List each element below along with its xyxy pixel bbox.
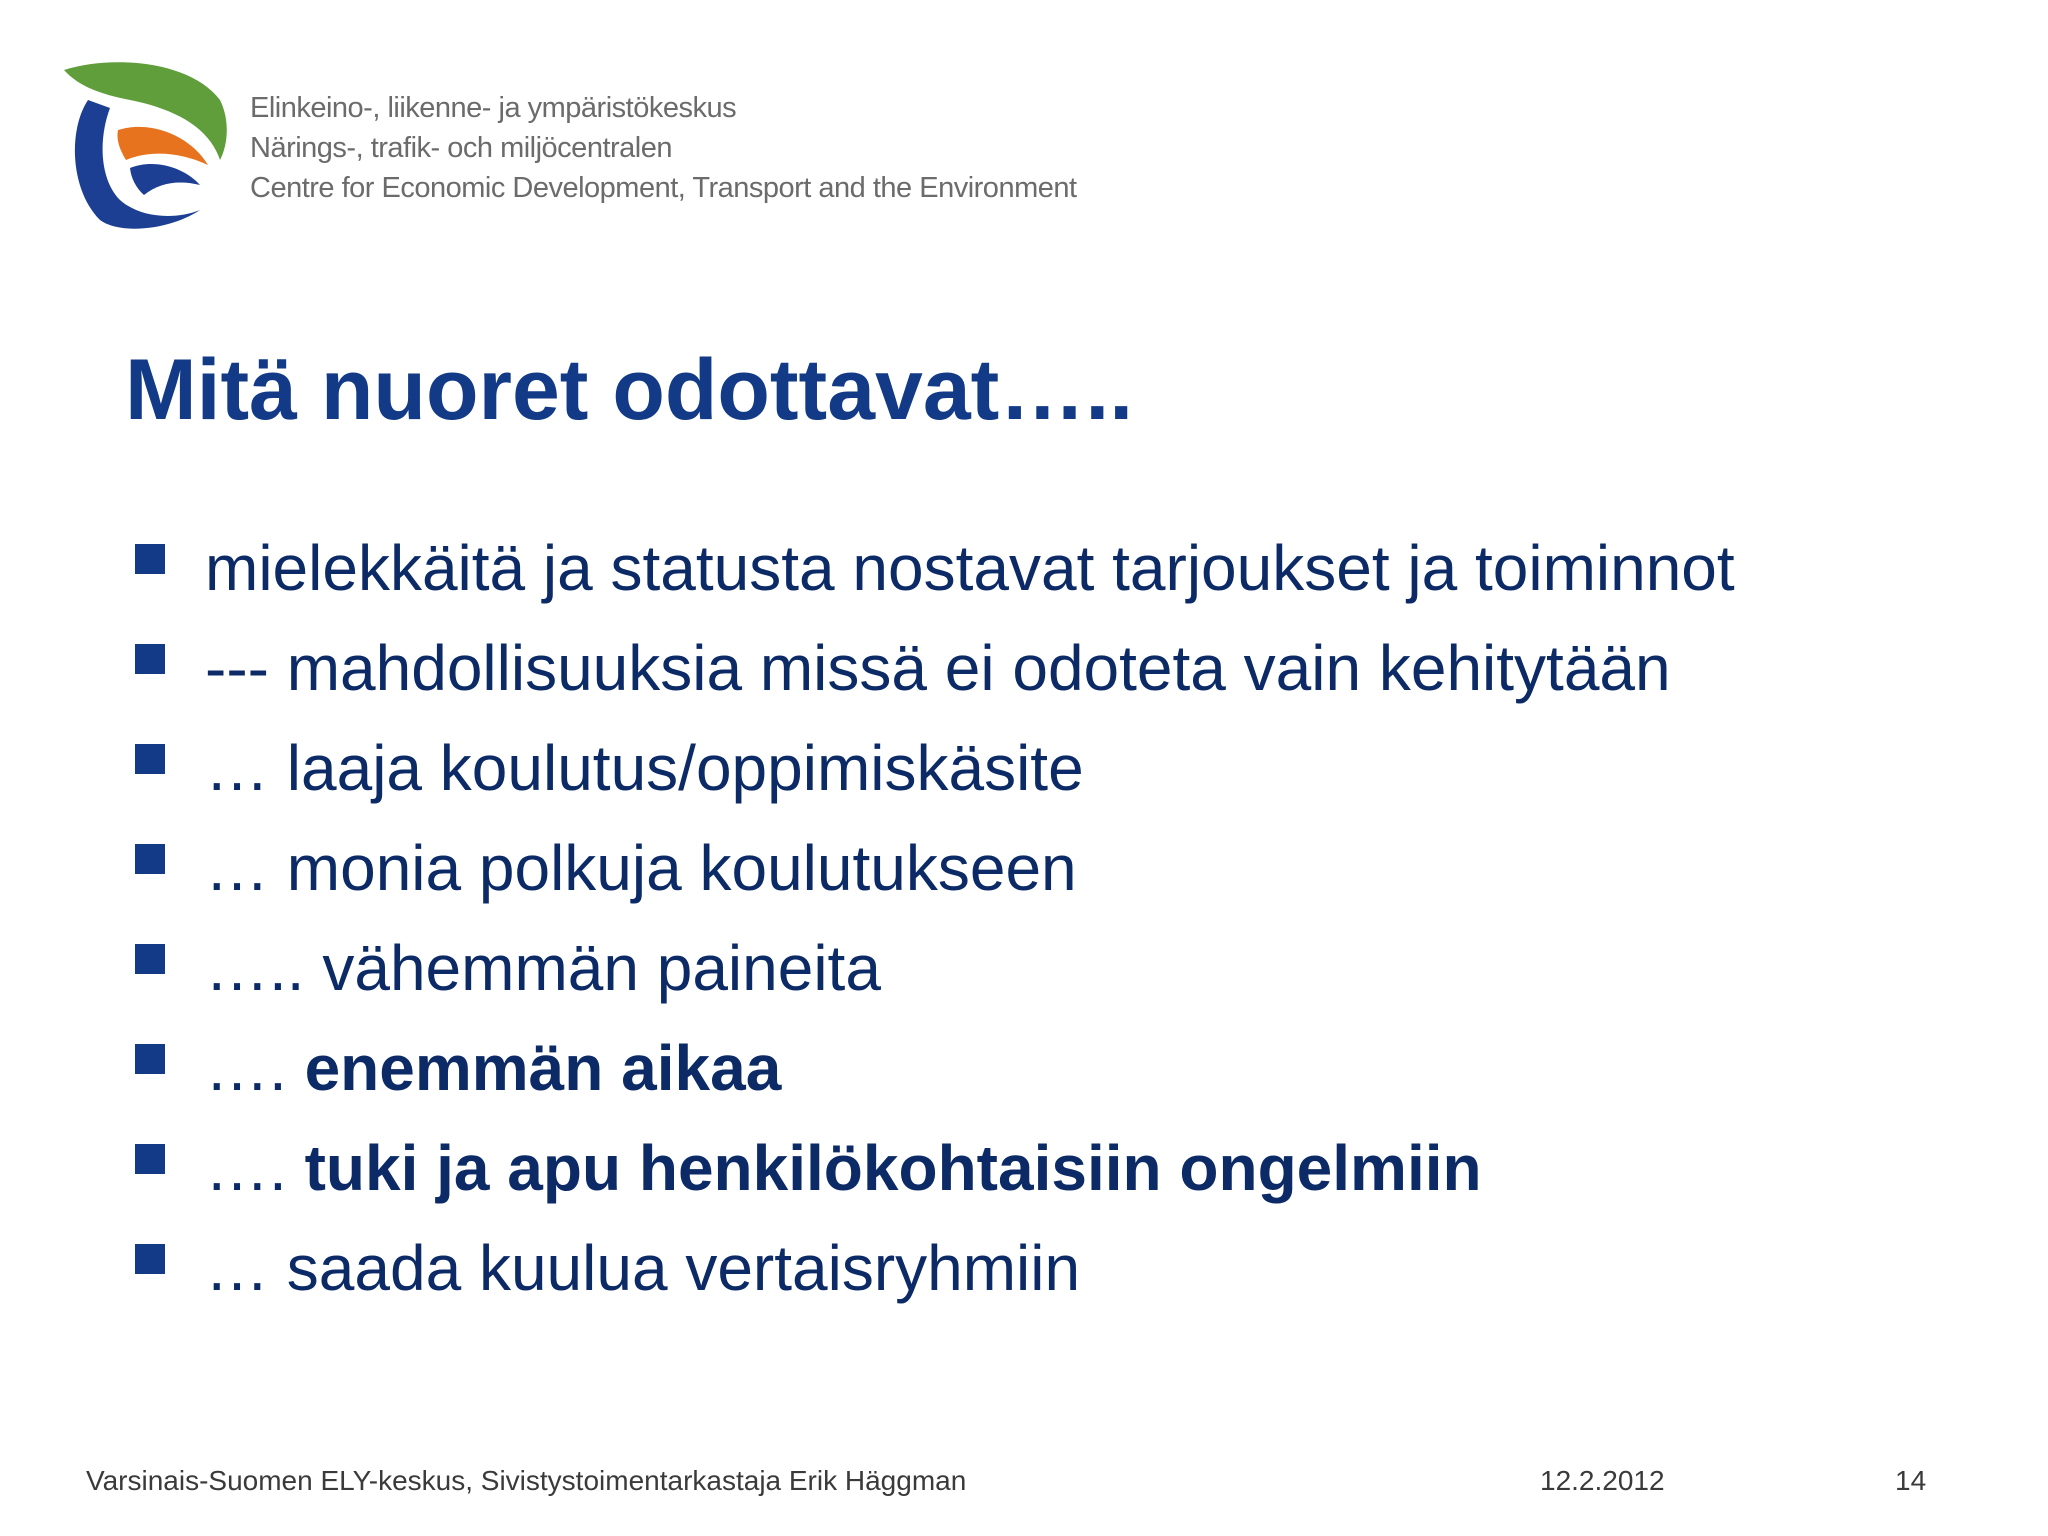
list-item: [135, 628, 1935, 728]
list-item: [135, 528, 1935, 628]
org-name-swedish: Närings-, trafik- och miljöcentralen: [250, 132, 672, 164]
square-bullet-icon: [135, 1244, 165, 1274]
org-name-english: Centre for Economic Development, Transport and the Environment: [250, 172, 1077, 204]
square-bullet-icon: [135, 544, 165, 574]
bullet-text: [205, 928, 881, 1008]
list-item: [135, 728, 1935, 828]
bullet-text-content: --- mahdollisuuksia missä ei odoteta vain kehitytään: [205, 632, 1671, 704]
list-item: [135, 1228, 1935, 1328]
org-name-finnish: Elinkeino-, liikenne- ja ympäristökeskus: [250, 92, 737, 124]
bullet-list: [135, 528, 1935, 1328]
bullet-text-content: mielekkäitä ja statusta nostavat tarjoukset ja toiminnot: [205, 532, 1735, 604]
bullet-text-emphasis: enemmän aikaa: [304, 1032, 782, 1104]
bullet-text-emphasis: tuki ja apu henkilökohtaisiin ongelmiin: [304, 1132, 1482, 1204]
list-item: [135, 1128, 1935, 1228]
bullet-text-content: ….. vähemmän paineita: [205, 932, 881, 1004]
list-item: [135, 1028, 1935, 1128]
square-bullet-icon: [135, 944, 165, 974]
bullet-text: [205, 1128, 1482, 1208]
footer-author: Varsinais-Suomen ELY-keskus, Sivistystoimentarkastaja Erik Häggman: [86, 1465, 967, 1496]
list-item: [135, 928, 1935, 1028]
square-bullet-icon: [135, 744, 165, 774]
square-bullet-icon: [135, 644, 165, 674]
bullet-text: [205, 628, 1671, 708]
square-bullet-icon: [135, 1044, 165, 1074]
bullet-prefix: ….: [205, 1132, 305, 1204]
list-item: [135, 828, 1935, 928]
bullet-text-content: … saada kuulua vertaisryhmiin: [205, 1232, 1081, 1304]
bullet-prefix: ….: [205, 1032, 305, 1104]
square-bullet-icon: [135, 1144, 165, 1174]
bullet-text: [205, 828, 1077, 908]
bullet-text: [205, 728, 1084, 808]
bullet-text: [205, 1028, 781, 1108]
footer-date: 12.2.2012: [1540, 1465, 1665, 1496]
bullet-text-content: … laaja koulutus/oppimiskäsite: [205, 732, 1084, 804]
page-number: 14: [1895, 1465, 1927, 1496]
square-bullet-icon: [135, 844, 165, 874]
ely-logo-icon: [60, 60, 230, 230]
bullet-text-content: … monia polkuja koulutukseen: [205, 832, 1077, 904]
bullet-text: [205, 528, 1735, 608]
slide-title: Mitä nuoret odottavat…..: [125, 342, 1134, 438]
bullet-text: [205, 1228, 1080, 1308]
organization-name: [250, 88, 1250, 208]
